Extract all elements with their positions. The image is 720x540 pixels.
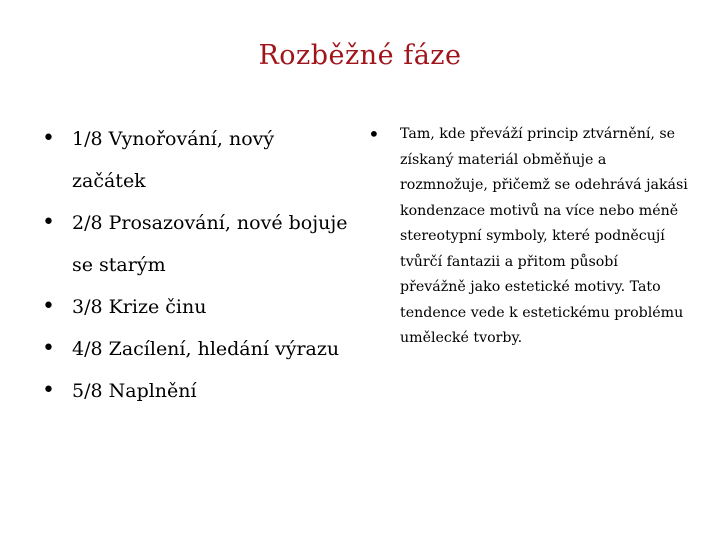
list-item-text: 1/8 Vynořování, nový začátek xyxy=(72,128,275,192)
bullet-icon: • xyxy=(42,378,55,403)
phase-list xyxy=(40,118,350,412)
list-item xyxy=(40,202,350,286)
list-item xyxy=(40,286,350,328)
list-item-text: 4/8 Zacílení, hledání výrazu xyxy=(72,338,340,360)
bullet-icon: • xyxy=(42,210,55,235)
description-text: Tam, kde převáží princip ztvárnění, se získaný materiál obměňuje a rozmnožuje, přičemž se odehrává jakási kondenzace motivů na více nebo méně stereotypní symboly, které podněcují tvůrčí fantazii a přitom působí převážně jako estetické motivy. Tato tendence vede k estetickému problému umělecké tvorby. xyxy=(400,126,688,346)
list-item xyxy=(40,370,350,412)
bullet-icon: • xyxy=(42,126,55,151)
list-item-text: 2/8 Prosazování, nové bojuje se starým xyxy=(72,212,348,276)
bullet-icon: • xyxy=(368,122,380,146)
bullet-icon: • xyxy=(42,294,55,319)
bullet-icon: • xyxy=(42,336,55,361)
list-item xyxy=(40,328,350,370)
left-column xyxy=(40,118,350,412)
list-item-text: 3/8 Krize činu xyxy=(72,296,207,318)
list-item-text: 5/8 Naplnění xyxy=(72,380,197,402)
description-paragraph xyxy=(368,122,688,352)
list-item xyxy=(40,118,350,202)
right-column xyxy=(368,122,688,352)
slide-title: Rozběžné fáze xyxy=(258,40,462,71)
